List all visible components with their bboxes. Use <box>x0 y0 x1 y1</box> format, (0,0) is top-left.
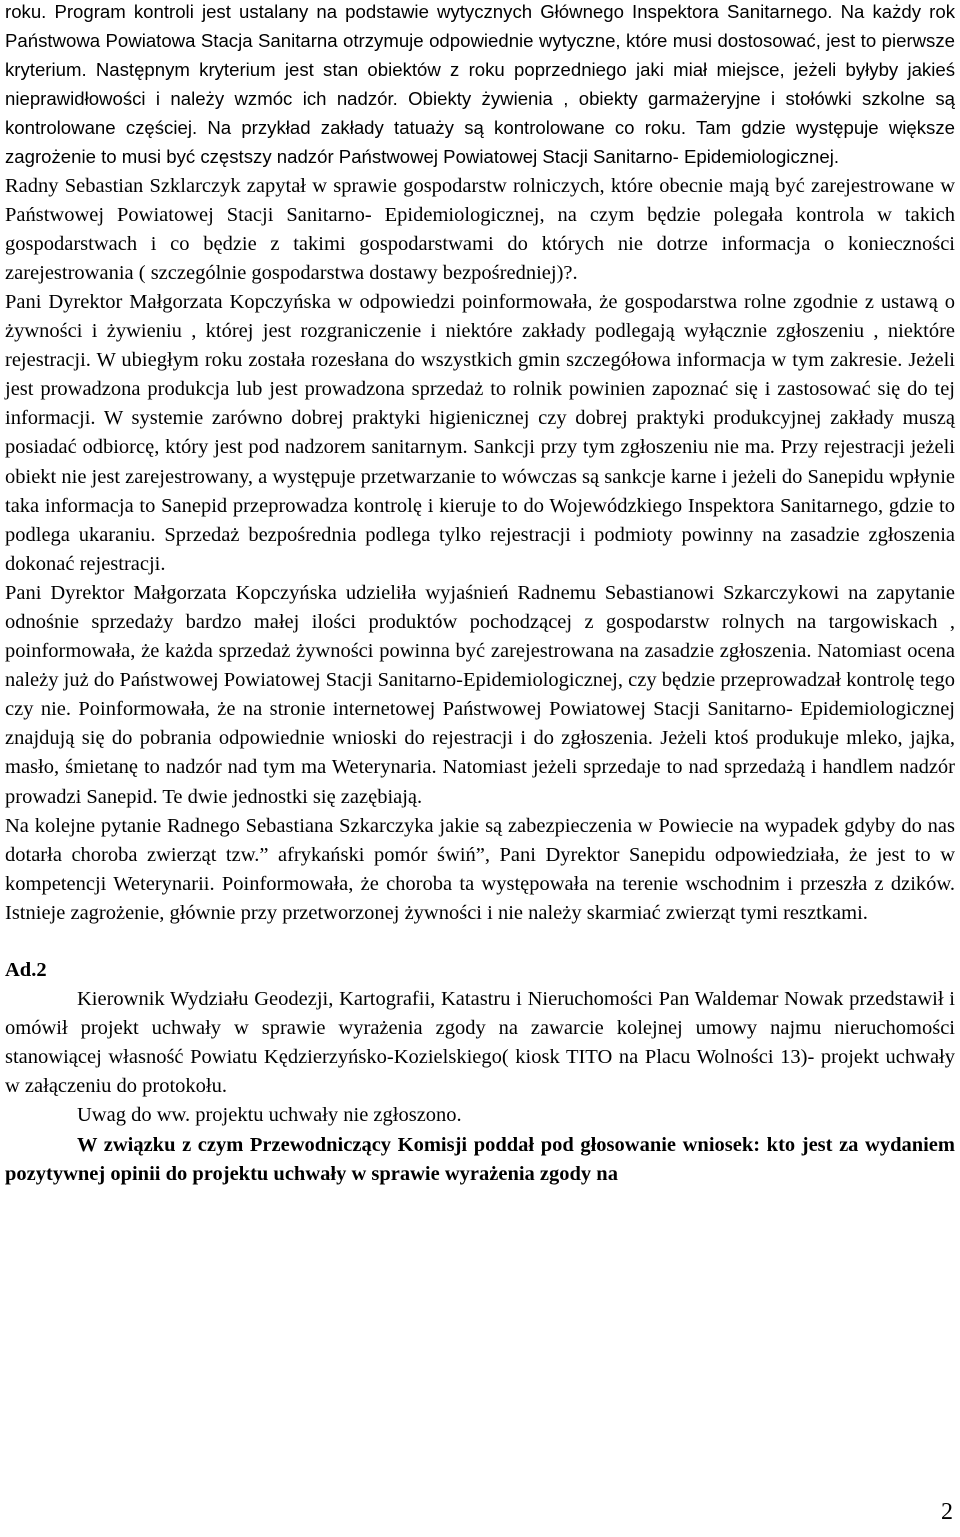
paragraph-asf-question: Na kolejne pytanie Radnego Sebastiana Szkarczyka jakie są zabezpieczenia w Powiecie na wypadek gdyby do nas dotarła choroba zwierząt tzw.” afrykański pomór świń”, Pani Dyrektor Sanepidu odpowiedziała, że jest to w kompetencji Weterynarii. Poinformowała, że choroba ta występowała na terenie wschodnim i przeszła z dzików. Istnieje zagrożenie, głównie przy przetworzonej żywności i nie należy skarmiać zwierząt tymi resztkami. <box>5 814 955 924</box>
paragraph-project-presentation: Kierownik Wydziału Geodezji, Kartografii, Katastru i Nieruchomości Pan Waldemar Nowak przedstawił i omówił projekt uchwały w sprawie wyrażenia zgody na zawarcie kolejnej umowy najmu nieruchomości stanowiącej własność Powiatu Kędzierzyńsko-Kozielskiego( kiosk TITO na Placu Wolności 13)- projekt uchwały w załączeniu do protokołu. <box>5 988 955 1098</box>
document-page <box>5 0 955 1189</box>
paragraph-answer-kopczynska: Pani Dyrektor Małgorzata Kopczyńska w odpowiedzi poinformowała, że gospodarstwa rolne zgodnie z ustawą o żywności i żywieniu , której jest rozgraniczenie i niektóre zakłady podlegają wyłącznie zgłoszeniu , niektóre rejestracji. W ubiegłym roku została rozesłana do wszystkich gmin szczegółowa informacja w tym zakresie. Jeżeli jest prowadzona produkcja lub jest prowadzona sprzedaż to rolnik powinien zapoznać się i zastosować się do tej informacji. W systemie zarówno dobrej praktyki higienicznej czy dobrej praktyki produkcyjnej zakłady muszą posiadać odbiorcę, który jest pod nadzorem sanitarnym. Sankcji przy tym zgłoszeniu nie ma. Przy rejestracji jeżeli obiekt nie jest zarejestrowany, a występuje przetwarzanie to wówczas są sankcje karne i jeżeli do Sanepidu wpłynie taka informacja to Sanepid przeprowadza kontrolę i kieruje to do Wojewódzkiego Inspektora Sanitarnego, gdzie to podlega ukaraniu. Sprzedaż bezpośrednia podlega tylko rejestracji i podmioty powinny na zasadzie zgłoszenia dokonać rejestracji. <box>5 290 955 575</box>
paragraph-question-szklarczyk: Radny Sebastian Szklarczyk zapytał w sprawie gospodarstw rolniczych, które obecnie mają być zarejestrowane w Państwowej Powiatowej Stacji Sanitarno- Epidemiologicznej, na czym będzie polegała kontrola w takich gospodarstwach i co będzie z takimi gospodarstwami do których nie dotrze informacja o konieczności zarejestrowania ( szczególnie gospodarstwa dostawy bezpośredniej)?. <box>5 174 955 284</box>
paragraph-sanepid-control: roku. Program kontroli jest ustalany na podstawie wytycznych Głównego Inspektora Sanitarnego. Na każdy rok Państwowa Powiatowa Stacja Sanitarna otrzymuje odpowiednie wytyczne, które musi dostosować, jest to pierwsze kryterium. Następnym kryterium jest stan obiektów z roku poprzedniego jaki miał miejsce, jeżeli byłyby jakieś nieprawidłowości i należy wzmóc ich nadzór. Obiekty żywienia , obiekty garmażeryjne i stołówki szkolne są kontrolowane częściej. Na przykład zakłady tatuaży są kontrolowane co roku. Tam gdzie występuje większe zagrożenie to musi być częstszy nadzór Państwowej Powiatowej Stacji Sanitarno- Epidemiologicznej. <box>5 1 955 168</box>
page-number: 2 <box>941 1499 953 1525</box>
paragraph-vote-motion: W związku z czym Przewodniczący Komisji poddał pod głosowanie wniosek: kto jest za wydaniem pozytywnej opinii do projektu uchwały w sprawie wyrażenia zgody na <box>5 1133 955 1185</box>
paragraph-no-remarks: Uwag do ww. projektu uchwały nie zgłoszono. <box>77 1104 462 1127</box>
section-heading-ad2: Ad.2 <box>5 959 47 981</box>
paragraph-explanation-kopczynska: Pani Dyrektor Małgorzata Kopczyńska udzieliła wyjaśnień Radnemu Sebastianowi Szkarczykowi na zapytanie odnośnie sprzedaży bardzo małej ilości produktów pochodzącej z gospodarstw rolnych na targowiskach , poinformowała, że każda sprzedaż żywności powinna być zarejestrowana na zasadzie zgłoszenia. Natomiast ocena należy już do Państwowej Powiatowej Stacji Sanitarno-Epidemiologicznej, czy będzie przeprowadzał kontrolę tego czy nie. Poinformowała, że na stronie internetowej Państwowej Powiatowej Stacji Sanitarno- Epidemiologicznej znajdują się do pobrania odpowiednie wnioski do rejestracji i do zgłoszenia. Jeżeli ktoś produkuje mleko, jajka, masło, śmietanę to nadzór nad tym ma Weterynaria. Natomiast jeżeli sprzedaje to nad sprzedażą i handlem nadzór prowadzi Sanepid. Te dwie jednostki się zazębiają. <box>5 581 955 808</box>
